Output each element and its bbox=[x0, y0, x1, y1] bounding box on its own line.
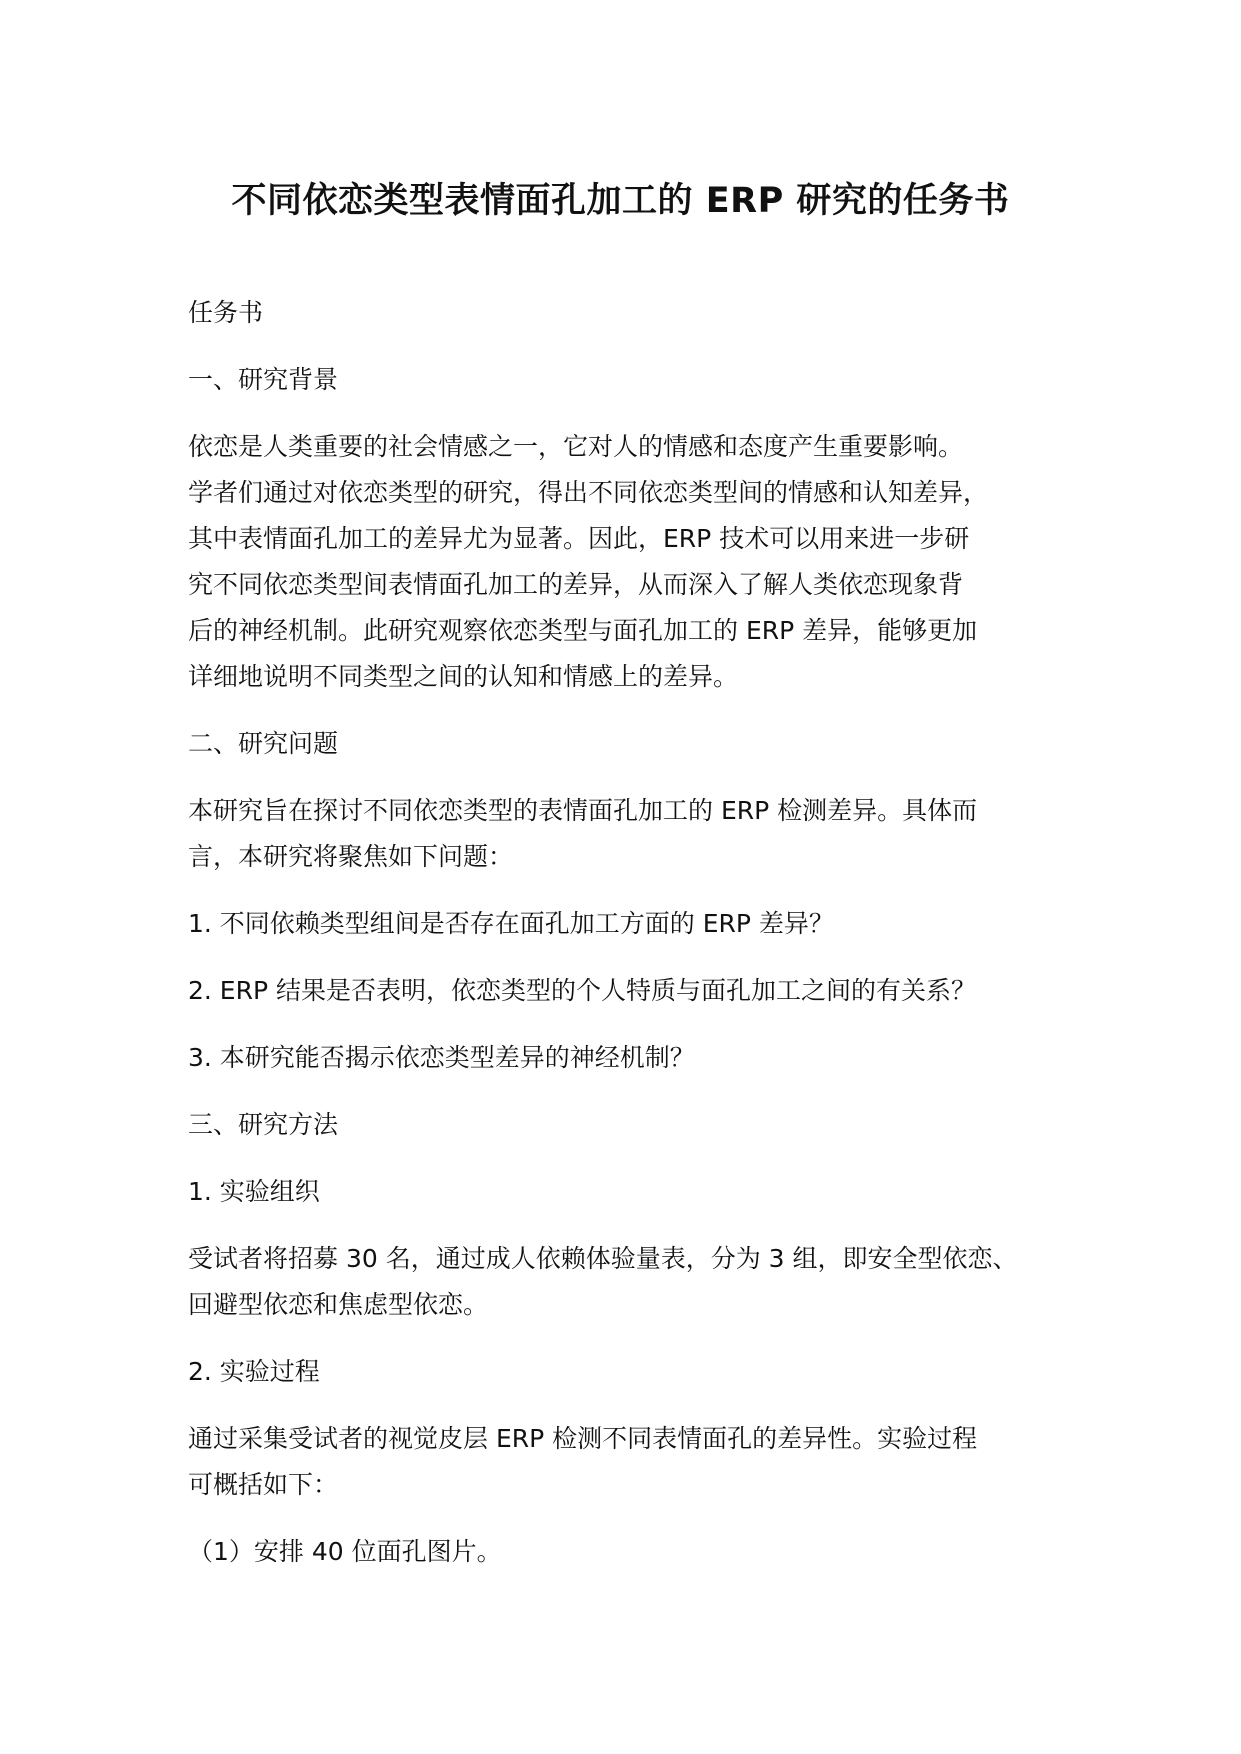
paragraph-line: 言，本研究将聚焦如下问题： bbox=[188, 842, 514, 871]
paragraph-line: 本研究旨在探讨不同依恋类型的表情面孔加工的 ERP 检测差异。具体而 bbox=[188, 796, 978, 825]
document-title: 不同依恋类型表情面孔加工的 ERP 研究的任务书 bbox=[231, 181, 1010, 221]
section-heading-background: 一、研究背景 bbox=[188, 365, 339, 394]
process-paragraph bbox=[188, 1416, 1088, 1508]
paragraph-line: 回避型依恋和焦虑型依恋。 bbox=[188, 1290, 489, 1319]
subsection-heading-organization: 1. 实验组织 bbox=[188, 1177, 320, 1206]
paragraph-line: 详细地说明不同类型之间的认知和情感上的差异。 bbox=[188, 662, 739, 691]
paragraph-line: 受试者将招募 30 名，通过成人依赖体验量表，分为 3 组，即安全型依恋、 bbox=[188, 1244, 1018, 1273]
question-item-1: 1. 不同依赖类型组间是否存在面孔加工方面的 ERP 差异？ bbox=[188, 909, 834, 938]
task-label: 任务书 bbox=[188, 298, 264, 327]
subsection-heading-process: 2. 实验过程 bbox=[188, 1357, 320, 1386]
process-step-1: （1）安排 40 位面孔图片。 bbox=[188, 1537, 502, 1566]
paragraph-line: 通过采集受试者的视觉皮层 ERP 检测不同表情面孔的差异性。实验过程 bbox=[188, 1424, 978, 1453]
questions-intro-paragraph bbox=[188, 788, 1088, 880]
paragraph-line: 后的神经机制。此研究观察依恋类型与面孔加工的 ERP 差异，能够更加 bbox=[188, 616, 978, 645]
organization-paragraph bbox=[188, 1236, 1088, 1328]
paragraph-line: 其中表情面孔加工的差异尤为显著。因此，ERP 技术可以用来进一步研 bbox=[188, 524, 970, 553]
paragraph-line: 依恋是人类重要的社会情感之一，它对人的情感和态度产生重要影响。 bbox=[188, 432, 964, 461]
document-body bbox=[188, 290, 1088, 1596]
background-paragraph bbox=[188, 424, 1088, 700]
question-item-3: 3. 本研究能否揭示依恋类型差异的神经机制？ bbox=[188, 1043, 695, 1072]
paragraph-line: 学者们通过对依恋类型的研究，得出不同依恋类型间的情感和认知差异， bbox=[188, 478, 989, 507]
section-heading-methods: 三、研究方法 bbox=[188, 1110, 339, 1139]
question-item-2: 2. ERP 结果是否表明，依恋类型的个人特质与面孔加工之间的有关系？ bbox=[188, 976, 976, 1005]
paragraph-line: 可概括如下： bbox=[188, 1470, 339, 1499]
section-heading-questions: 二、研究问题 bbox=[188, 729, 339, 758]
paragraph-line: 究不同依恋类型间表情面孔加工的差异，从而深入了解人类依恋现象背 bbox=[188, 570, 964, 599]
